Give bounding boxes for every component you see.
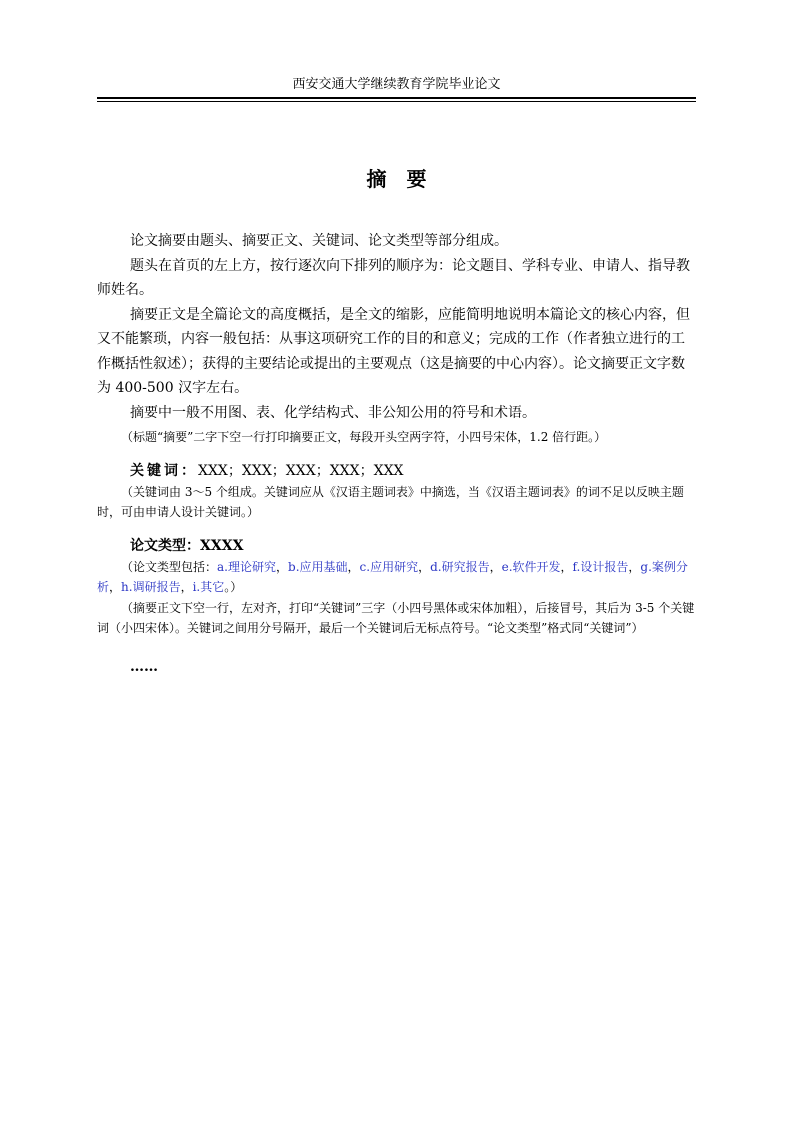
header-rule [97, 97, 696, 99]
running-header: 西安交通大学继续教育学院毕业论文 [292, 77, 501, 92]
paper-type-option: h.调研报告 [121, 580, 181, 594]
keywords-line [97, 460, 696, 482]
option-separator: ， [276, 559, 289, 574]
abstract-title: 摘要 [366, 167, 447, 191]
paper-type-note-prefix: （论文类型包括： [121, 559, 218, 574]
paragraph: 论文摘要由题头、摘要正文、关键词、论文类型等部分组成。 [130, 233, 508, 249]
option-separator: ， [489, 559, 502, 574]
keywords-label: 关键词： [130, 462, 198, 479]
keywords-value: XXX；XXX；XXX；XXX；XXX [198, 462, 404, 479]
option-separator: ， [180, 580, 193, 594]
paper-type-label: 论文类型： [130, 537, 200, 554]
abstract-body [97, 229, 696, 677]
header-rule-thin [97, 101, 696, 102]
paragraph: 题头在首页的左上方，按行逐次向下排列的顺序为：论文题目、学科专业、申请人、指导教师姓名。 [97, 257, 690, 298]
ellipsis: …… [130, 658, 158, 675]
paragraph: 摘要中一般不用图、表、化学结构式、非公知公用的符号和术语。 [130, 404, 536, 421]
option-separator: ， [560, 559, 573, 574]
paper-type-option: d.研究报告 [430, 559, 490, 574]
option-separator: ， [109, 580, 122, 594]
option-separator: ， [347, 559, 360, 574]
format-note: （标题“摘要”二字下空一行打印摘要正文，每段开头空两字符，小四号宋体，1.2 倍行距。） [121, 430, 607, 444]
option-separator: ， [628, 559, 641, 574]
paper-type-line [97, 535, 696, 557]
paper-type-value: XXXX [200, 537, 244, 554]
paper-type-option: i.其它 [192, 580, 225, 594]
paper-type-note-suffix: 。） [224, 580, 243, 594]
paper-type-option: g.案例分析 [97, 559, 688, 594]
paper-type-format-note: （摘要正文下空一行，左对齐，打印“关键词”三字（小四号黑体或宋体加粗），后接冒号，其后为 3-5 个关键词（小四宋体）。关键词之间用分号隔开，最后一个关键词后无标点符号。“论文类型”格式同“关键词”） [97, 600, 695, 635]
keywords-note: （关键词由 3～5 个组成。关键词应从《汉语主题词表》中摘选，当《汉语主题词表》的词不足以反映主题时，可由申请人设计关键词。） [97, 484, 684, 519]
paper-type-option: a.理论研究 [217, 559, 276, 574]
paper-type-option: e.软件开发 [501, 559, 561, 574]
paper-type-options [97, 557, 696, 598]
option-separator: ， [418, 559, 431, 574]
paper-type-option: b.应用基础 [288, 559, 348, 574]
paper-type-option: f.设计报告 [572, 559, 629, 574]
paragraph: 摘要正文是全篇论文的高度概括，是全文的缩影，应能简明地说明本篇论文的核心内容，但又不能繁琐，内容一般包括：从事这项研究工作的目的和意义；完成的工作（作者独立进行的工作概括性叙述）；获得的主要结论或提出的主要观点（这是摘要的中心内容）。论文摘要正文字数为 400-500 汉字左右。 [97, 306, 690, 396]
paper-type-option: c.应用研究 [359, 559, 419, 574]
